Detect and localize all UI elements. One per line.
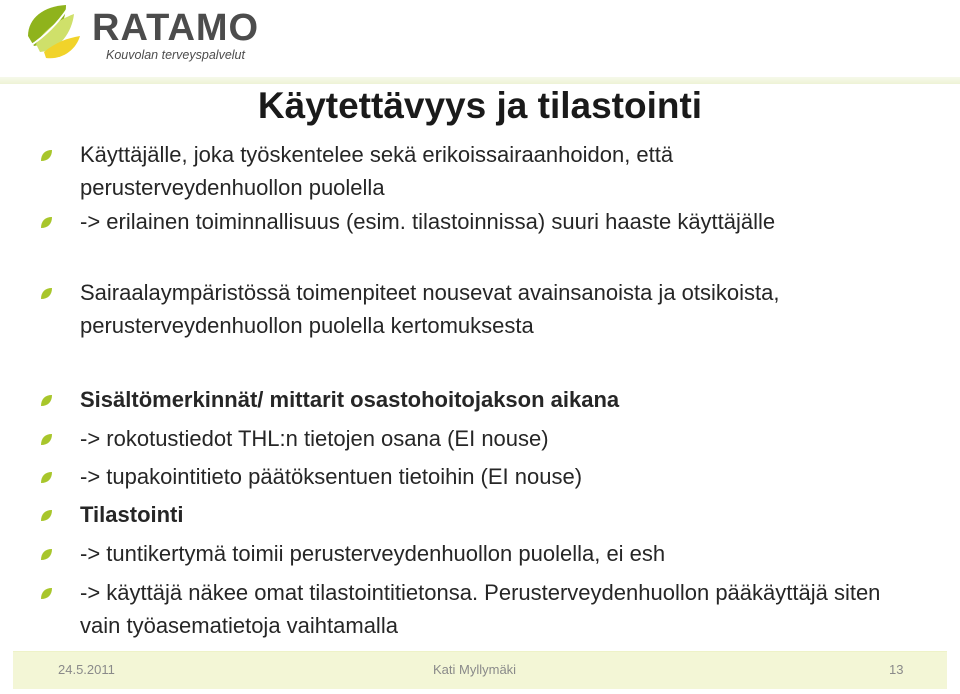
bullet-leaf-icon (40, 394, 53, 407)
brand-name: RATAMO (92, 7, 260, 49)
bullet-leaf-icon (40, 509, 53, 522)
bullet-leaf-icon (40, 548, 53, 561)
bullet-item (80, 460, 900, 493)
bullet-text: -> erilainen toiminnallisuus (esim. tilastoinnissa) suuri haaste käyttäjälle (80, 209, 776, 234)
bullet-leaf-icon (40, 587, 53, 600)
bullet-leaf-icon (40, 433, 53, 446)
bullet-text: Sisältömerkinnät/ mittarit osastohoitojakson aikana (80, 387, 620, 412)
bullet-text: Käyttäjälle, joka työskentelee sekä erikoissairaanhoidon, että perusterveydenhuollon puolella (80, 142, 674, 200)
ratamo-logo (22, 2, 262, 68)
bullet-item (80, 498, 900, 531)
bullet-leaf-icon (40, 216, 53, 229)
header-divider (0, 77, 960, 84)
bullet-leaf-icon (40, 149, 53, 162)
bullet-item (80, 276, 900, 342)
bullet-item (80, 422, 900, 455)
bullet-leaf-icon (40, 287, 53, 300)
bullet-item (80, 205, 900, 238)
bullet-text: -> käyttäjä näkee omat tilastointitietonsa. Perusterveydenhuollon pääkäyttäjä siten vain työasematietoja vaihtamalla (80, 580, 881, 638)
bullet-text: -> rokotustiedot THL:n tietojen osana (EI nouse) (80, 426, 549, 451)
brand-tagline: Kouvolan terveyspalvelut (106, 48, 245, 62)
bullet-text: Tilastointi (80, 502, 184, 527)
bullet-text: -> tupakointitieto päätöksentuen tietoihin (EI nouse) (80, 464, 583, 489)
bullet-text: -> tuntikertymä toimii perusterveydenhuollon puolella, ei esh (80, 541, 666, 566)
footer-page-number: 13 (889, 662, 904, 677)
slide-title: Käytettävyys ja tilastointi (257, 85, 703, 126)
bullet-leaf-icon (40, 471, 53, 484)
slide-footer (13, 651, 947, 689)
bullet-item (80, 383, 900, 416)
footer-author: Kati Myllymäki (433, 662, 517, 677)
bullet-text: Sairaalaympäristössä toimenpiteet nousevat avainsanoista ja otsikoista, perusterveydenhuollon puolella kertomuksesta (80, 280, 780, 338)
footer-date: 24.5.2011 (58, 662, 115, 677)
bullet-item (80, 576, 900, 642)
leaf-logo-icon (22, 2, 86, 64)
bullet-item (80, 537, 900, 570)
slide-header (0, 0, 960, 78)
bullet-item (80, 138, 900, 204)
